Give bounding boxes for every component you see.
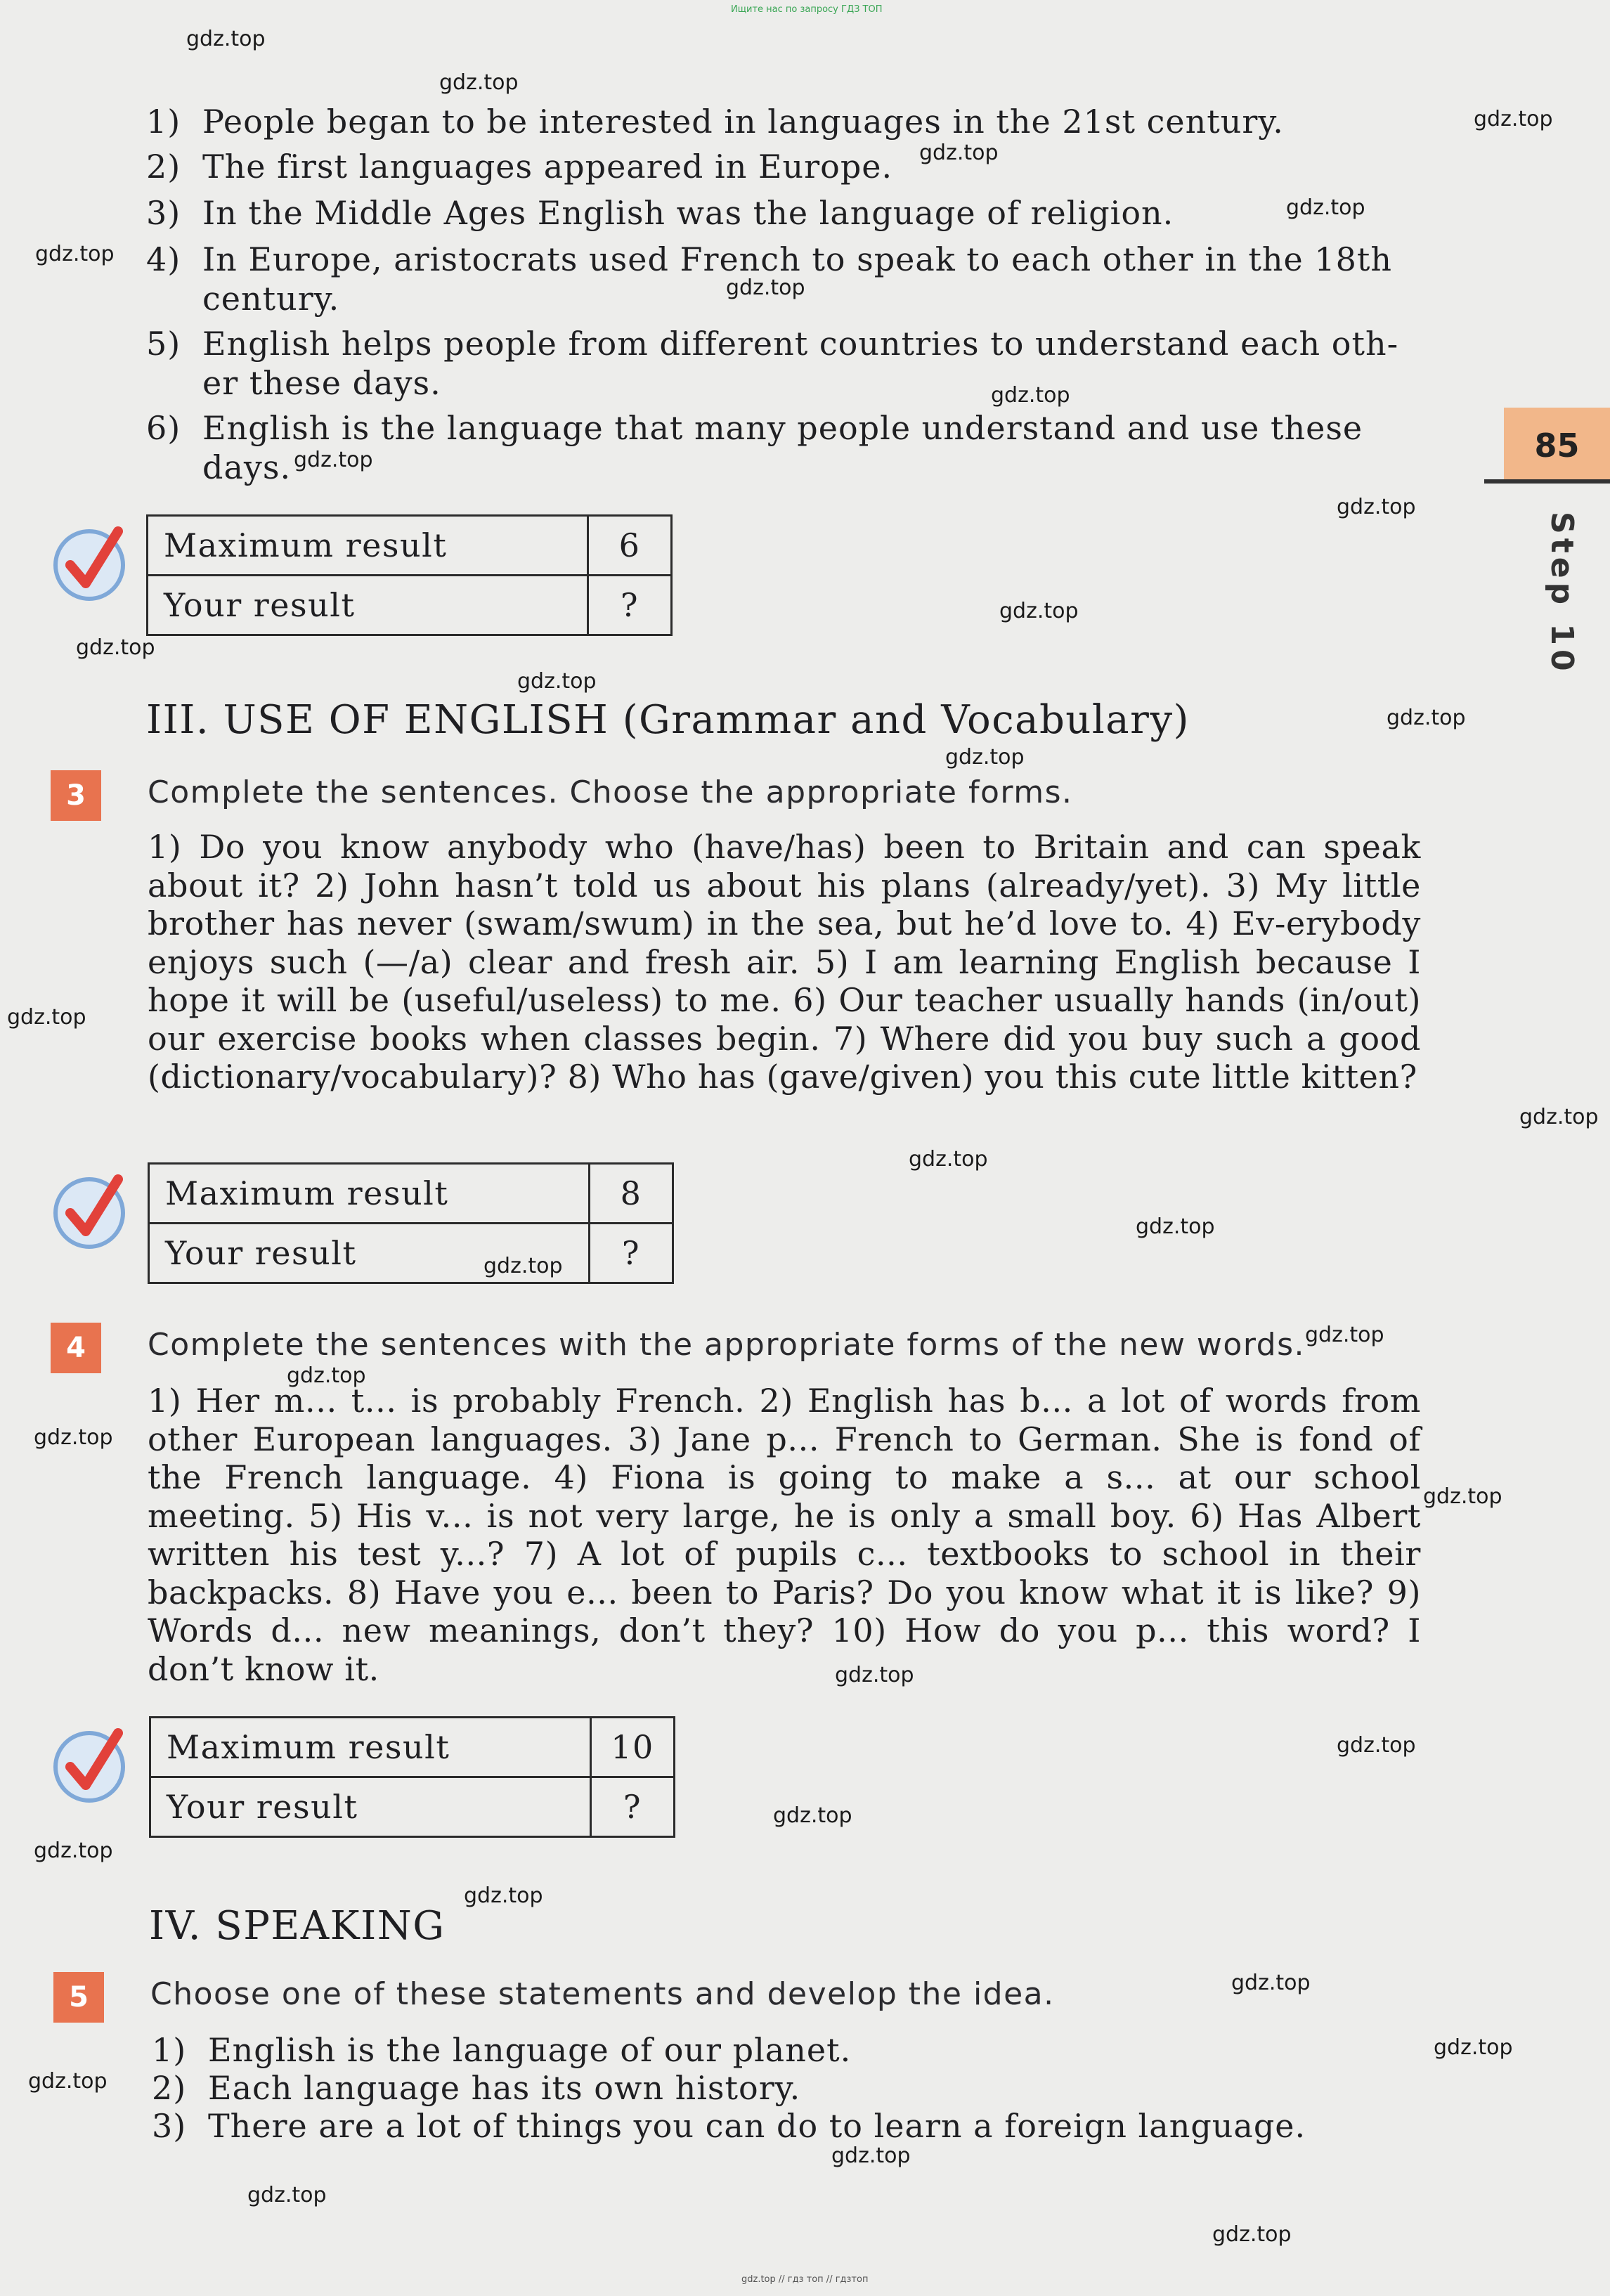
watermark: gdz.top (919, 141, 999, 165)
score-table (148, 1162, 674, 1284)
max-result-value: 10 (591, 1718, 675, 1777)
watermark: gdz.top (247, 2183, 327, 2207)
section-title: IV. SPEAKING (149, 1903, 446, 1949)
watermark: gdz.top (909, 1147, 988, 1172)
exercise-number: 4 (51, 1323, 101, 1373)
list-item: 3) In the Middle Ages English was the language of religion. (146, 194, 1174, 232)
exercise-text: 1) Her m... t... is probably French. 2) English has b... a lot of words from other European languages. 3) Jane p... French to German. She is fond of the French language. 4) Fiona is going to make a s... at our school meeting. 5) His v... is not very large, he is only a small boy. 6) Has Albert written his test y...? 7) A lot of pupils c... textbooks to school in their backpacks. 8) Have you e... been to Paris? Do you know what it is like? 9) Words d... new meanings, don’t they? 10) How do you p... this word? I don’t know it. (148, 1382, 1421, 1688)
watermark: gdz.top (76, 635, 155, 660)
side-label: Step 10 (1544, 512, 1580, 675)
max-result-value: 6 (588, 516, 672, 576)
score-table (146, 514, 673, 636)
watermark: gdz.top (483, 1254, 563, 1278)
checkmark-icon (51, 521, 128, 606)
exercise-instruction: Complete the sentences with the appropriate forms of the new words. (148, 1327, 1305, 1363)
watermark: gdz.top (7, 1005, 86, 1030)
watermark: gdz.top (726, 275, 805, 300)
watermark: gdz.top (773, 1803, 852, 1828)
watermark: gdz.top (34, 1425, 113, 1450)
watermark: gdz.top (831, 2143, 911, 2168)
watermark: gdz.top (287, 1363, 366, 1388)
list-item-continuation: er these days. (202, 364, 441, 402)
watermark: gdz.top (835, 1663, 914, 1687)
watermark: gdz.top (1434, 2035, 1513, 2060)
exercise-instruction: Complete the sentences. Choose the appropriate forms. (148, 774, 1073, 810)
watermark: gdz.top (1519, 1105, 1599, 1129)
page-number: 85 (1534, 427, 1580, 465)
list-item: 2) Each language has its own history. (152, 2069, 801, 2107)
list-item: 4) In Europe, aristocrats used French to speak to each other in the 18th (146, 240, 1392, 278)
list-item: 5) English helps people from different countries to understand each oth- (146, 325, 1399, 363)
list-item-continuation: century. (202, 280, 340, 318)
your-result-value: ? (588, 576, 672, 635)
max-result-label: Maximum result (148, 516, 588, 576)
watermark: gdz.top (1231, 1971, 1311, 1995)
watermark: gdz.top (28, 2069, 108, 2094)
watermark: gdz.top (1286, 195, 1365, 220)
watermark: gdz.top (945, 745, 1025, 770)
your-result-value: ? (590, 1224, 673, 1283)
watermark: gdz.top (35, 242, 115, 266)
watermark: gdz.top (1387, 706, 1466, 730)
watermark: gdz.top (186, 27, 266, 51)
max-result-value: 8 (590, 1164, 673, 1224)
max-result-label: Maximum result (150, 1718, 591, 1777)
your-result-label: Your result (150, 1777, 591, 1837)
your-result-value: ? (591, 1777, 675, 1837)
footer-note: gdz.top // гдз топ // гдзтоп (741, 2274, 869, 2285)
page-number-tab (1504, 408, 1610, 484)
list-item: 6) English is the language that many people understand and use these (146, 409, 1363, 447)
list-item: 2) The first languages appeared in Europe. (146, 148, 893, 186)
watermark: gdz.top (34, 1838, 113, 1863)
watermark: gdz.top (464, 1883, 543, 1908)
list-item-continuation: days. (202, 448, 292, 486)
watermark: gdz.top (1337, 1733, 1416, 1758)
watermark: gdz.top (1305, 1323, 1384, 1347)
watermark: gdz.top (439, 70, 519, 95)
list-item: 1) English is the language of our planet. (152, 2031, 852, 2069)
list-item: 3) There are a lot of things you can do to learn a foreign language. (152, 2107, 1306, 2145)
watermark: gdz.top (294, 448, 373, 472)
your-result-label: Your result (148, 576, 588, 635)
checkmark-icon (51, 1723, 128, 1808)
exercise-instruction: Choose one of these statements and develop the idea. (150, 1976, 1055, 2012)
watermark: gdz.top (1212, 2222, 1292, 2247)
list-item: 1) People began to be interested in languages in the 21st century. (146, 103, 1284, 141)
header-note: Ищите нас по запросу ГДЗ ТОП (731, 4, 883, 15)
score-table (149, 1716, 675, 1838)
section-title: III. USE OF ENGLISH (Grammar and Vocabulary) (146, 697, 1190, 743)
exercise-number: 5 (53, 1972, 104, 2023)
watermark: gdz.top (517, 669, 597, 694)
max-result-label: Maximum result (149, 1164, 590, 1224)
tab-divider (1484, 479, 1610, 484)
watermark: gdz.top (991, 383, 1070, 408)
watermark: gdz.top (999, 599, 1079, 623)
checkmark-icon (51, 1169, 128, 1254)
watermark: gdz.top (1423, 1484, 1502, 1509)
watermark: gdz.top (1136, 1214, 1215, 1239)
exercise-number: 3 (51, 770, 101, 821)
watermark: gdz.top (1337, 495, 1416, 519)
watermark: gdz.top (1474, 107, 1553, 131)
page-side-tab (1497, 408, 1610, 696)
your-result-label: Your result (149, 1224, 590, 1283)
exercise-text: 1) Do you know anybody who (have/has) been to Britain and can speak about it? 2) John hasn’t told us about his plans (already/yet). 3) My little brother has never (swam/swum) in the sea, but he’d love to. 4) Ev-erybody enjoys such (—/a) clear and fresh air. 5) I am learning English because I hope it will be (useful/useless) to me. 6) Our teacher usually hands (in/out) our exercise books when classes begin. 7) Where did you buy such a good (dictionary/vocabulary)? 8) Who has (gave/given) you this cute little kitten? (148, 828, 1421, 1096)
